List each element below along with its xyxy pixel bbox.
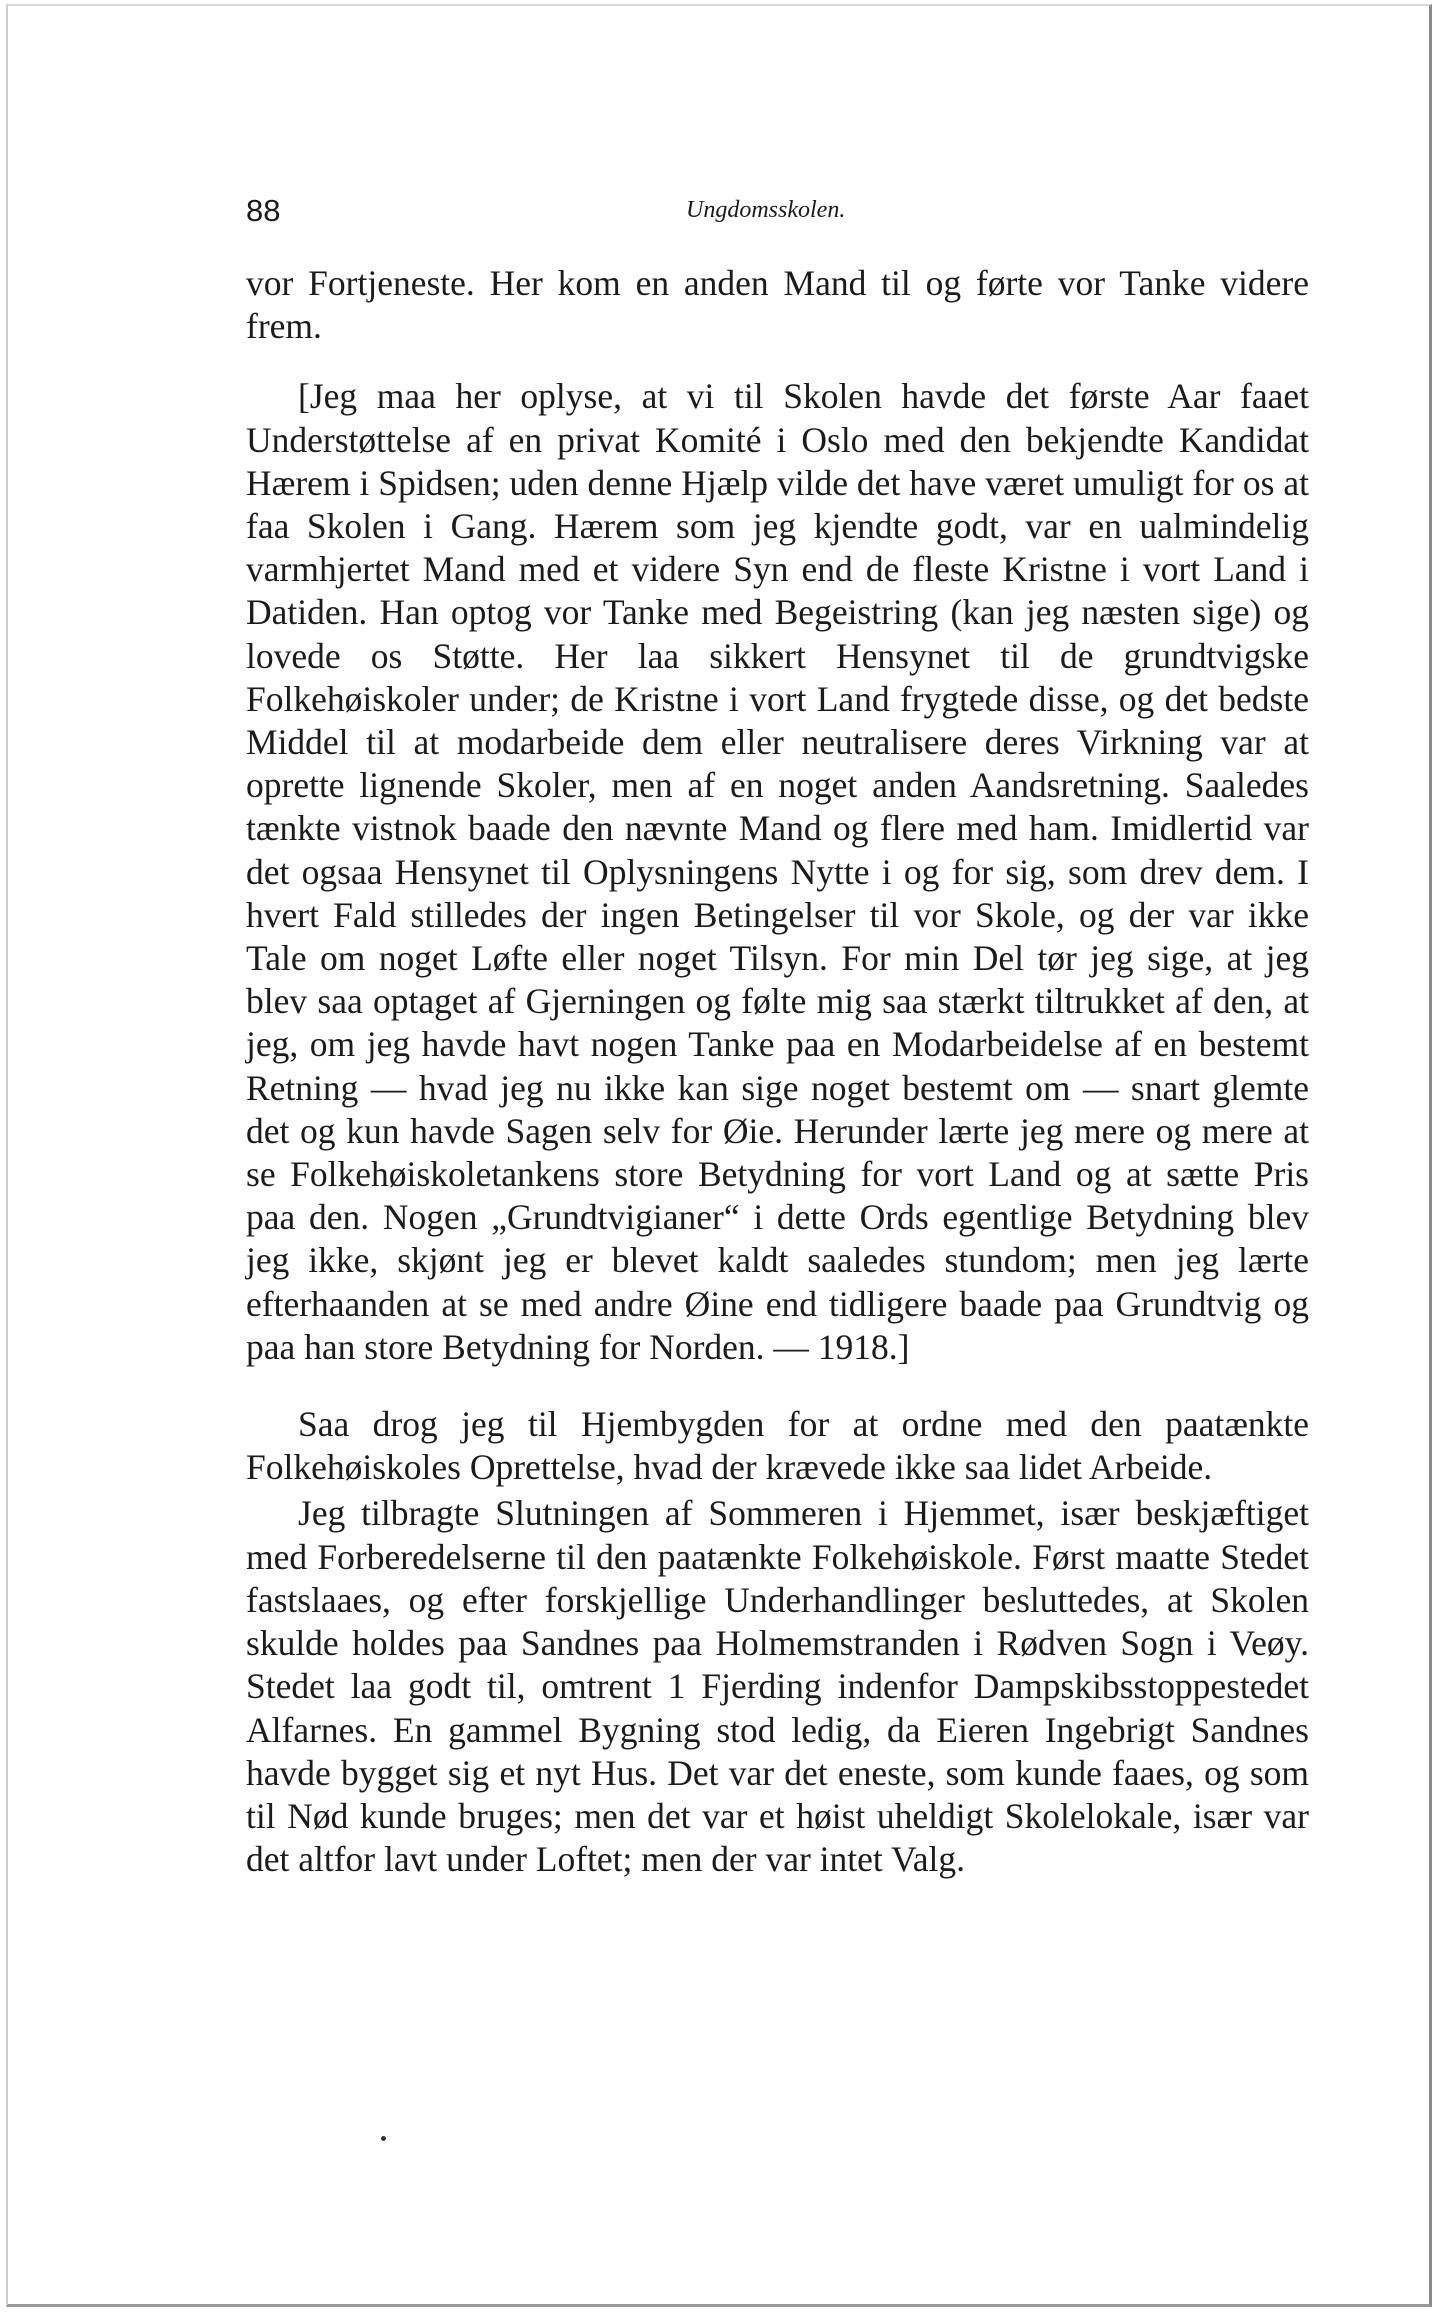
paragraph-sommeren: Jeg tilbragte Slutningen af Sommeren i Hjemmet, især beskjæftiget med Forberedelserne til den paatænkte Folkehøiskole. Først maatte Stedet fastslaaes, og efter forskjellige Underhandlinger besluttedes, at Skolen skulde holdes paa Sandnes paa Holmemstranden i Rødven Sogn i Veøy. Stedet laa godt til, omtrent 1 Fjerding indenfor Dampskibsstoppestedet Alfarnes. En gammel Bygning stod ledig, da Eieren Ingebrigt Sandnes havde bygget sig et nyt Hus. Det var det eneste, som kunde faaes, og som til Nød kunde bruges; men det var et høist uheldigt Skolelokale, især var det altfor lavt under Loftet; men der var intet Valg. (246, 1493, 1309, 1880)
page-header (246, 193, 1309, 241)
page-number: 88 (246, 193, 281, 228)
body-text (246, 262, 1309, 1881)
running-head: Ungdomsskolen. (686, 197, 846, 223)
paragraph-continuation: vor Fortjeneste. Her kom en anden Mand til og førte vor Tanke videre frem. (246, 263, 1309, 347)
paragraph-bracketed-note: [Jeg maa her oplyse, at vi til Skolen havde det første Aar faaet Understøttelse af en privat Komité i Oslo med den bekjendte Kandidat Hærem i Spidsen; uden denne Hjælp vilde det have været umuligt for os at faa Skolen i Gang. Hærem som jeg kjendte godt, var en ualmindelig varmhjertet Mand med et videre Syn end de fleste Kristne i vort Land i Datiden. Han optog vor Tanke med Begeistring (kan jeg næsten sige) og lovede os Støtte. Her laa sikkert Hensynet til de grundtvigske Folkehøiskoler under; de Kristne i vort Land frygtede disse, og det bedste Middel til at modarbeide dem eller neutralisere deres Virkning var at oprette lignende Skoler, men af en noget anden Aandsretning. Saaledes tænkte vistnok baade den nævnte Mand og flere med ham. Imidlertid var det ogsaa Hensynet til Oplysningens Nytte i og for sig, som drev dem. I hvert Fald stilledes der ingen Betingelser til vor Skole, og der var ikke Tale om noget Løfte eller noget Tilsyn. For min Del tør jeg sige, at jeg blev saa optaget af Gjerningen og følte mig saa stærkt tiltrukket af den, at jeg, om jeg havde havt nogen Tanke paa en Modarbeidelse af en bestemt Retning — hvad jeg nu ikke kan sige noget bestemt om — snart glemte det og kun havde Sagen selv for Øie. Herunder lærte jeg mere og mere at se Folkehøiskoletankens store Betydning for vort Land og at sætte Pris paa den. Nogen „Grundtvigianer“ i dette Ords egentlige Betydning blev jeg ikke, skjønt jeg er blevet kaldt saaledes stundom; men jeg lærte efterhaanden at se med andre Øine end tidligere baade paa Grundtvig og paa han store Betydning for Norden. — 1918.] (246, 376, 1309, 1367)
scan-speck (381, 2136, 386, 2141)
paragraph-hjembygden: Saa drog jeg til Hjembygden for at ordne med den paatænkte Folkehøiskoles Oprettelse, hvad der krævede ikke saa lidet Arbeide. (246, 1404, 1309, 1488)
